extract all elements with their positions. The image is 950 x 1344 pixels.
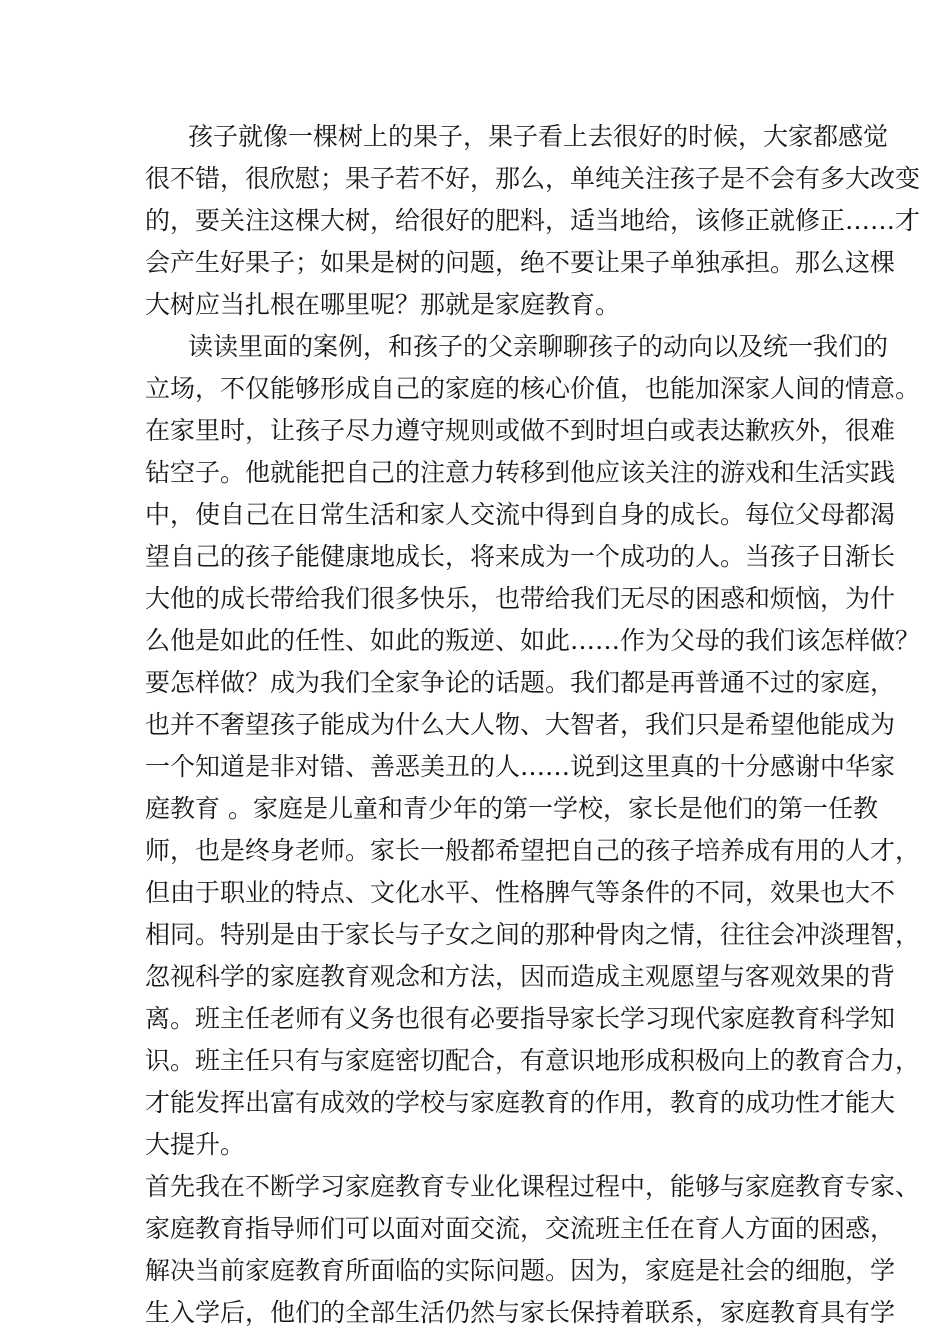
text-line: 立场，不仅能够形成自己的家庭的核心价值，也能加深家人间的情意。 <box>145 374 921 403</box>
text-line: 要怎样做？成为我们全家争论的话题。我们都是再普通不过的家庭， <box>145 668 896 697</box>
text-line: 也并不奢望孩子能成为什么大人物、大智者，我们只是希望他能成为 <box>145 710 896 739</box>
text-line: 很不错，很欣慰；果子若不好，那么，单纯关注孩子是不会有多大改变 <box>145 164 921 193</box>
text-line: 忽视科学的家庭教育观念和方法，因而造成主观愿望与客观效果的背 <box>145 962 896 991</box>
text-line: 但由于职业的特点、文化水平、性格脾气等条件的不同，效果也大不 <box>145 878 896 907</box>
text-line: 离。班主任老师有义务也很有必要指导家长学习现代家庭教育科学知 <box>145 1004 896 1033</box>
text-line: 在家里时，让孩子尽力遵守规则或做不到时坦白或表达歉疚外，很难 <box>145 416 896 445</box>
text-line: 才能发挥出富有成效的学校与家庭教育的作用，教育的成功性才能大 <box>145 1088 896 1117</box>
text-line: 家庭教育指导师们可以面对面交流，交流班主任在育人方面的困惑， <box>145 1214 896 1243</box>
text-line: 会产生好果子；如果是树的问题，绝不要让果子单独承担。那么这棵 <box>145 248 896 277</box>
text-line: 识。班主任只有与家庭密切配合，有意识地形成积极向上的教育合力， <box>145 1046 921 1075</box>
text-line: 么他是如此的任性、如此的叛逆、如此……作为父母的我们该怎样做？ <box>145 626 921 655</box>
text-line: 钻空子。他就能把自己的注意力转移到他应该关注的游戏和生活实践 <box>145 458 896 487</box>
text-line: 相同。特别是由于家长与子女之间的那种骨肉之情，往往会冲淡理智， <box>145 920 921 949</box>
text-line: 师，也是终身老师。家长一般都希望把自己的孩子培养成有用的人才， <box>145 836 921 865</box>
text-line: 大树应当扎根在哪里呢？那就是家庭教育。 <box>145 290 621 319</box>
text-line: 大提升。 <box>145 1130 246 1159</box>
text-line: 孩子就像一棵树上的果子，果子看上去很好的时候，大家都感觉 <box>188 122 889 151</box>
text-line: 的，要关注这棵大树，给很好的肥料，适当地给，该修正就修正……才 <box>145 206 921 235</box>
text-line: 望自己的孩子能健康地成长，将来成为一个成功的人。当孩子日渐长 <box>145 542 896 571</box>
text-line: 读读里面的案例，和孩子的父亲聊聊孩子的动向以及统一我们的 <box>188 332 889 361</box>
text-line: 解决当前家庭教育所面临的实际问题。因为，家庭是社会的细胞，学 <box>145 1256 896 1285</box>
text-line: 生入学后，他们的全部生活仍然与家长保持着联系，家庭教育具有学 <box>145 1298 896 1327</box>
text-line: 一个知道是非对错、善恶美丑的人……说到这里真的十分感谢中华家 <box>145 752 896 781</box>
text-line: 大他的成长带给我们很多快乐，也带给我们无尽的困惑和烦恼，为什 <box>145 584 896 613</box>
text-line: 中，使自己在日常生活和家人交流中得到自身的成长。每位父母都渴 <box>145 500 896 529</box>
text-line: 首先我在不断学习家庭教育专业化课程过程中，能够与家庭教育专家、 <box>145 1172 921 1201</box>
text-line: 庭教育 。家庭是儿童和青少年的第一学校，家长是他们的第一任教 <box>145 794 878 823</box>
